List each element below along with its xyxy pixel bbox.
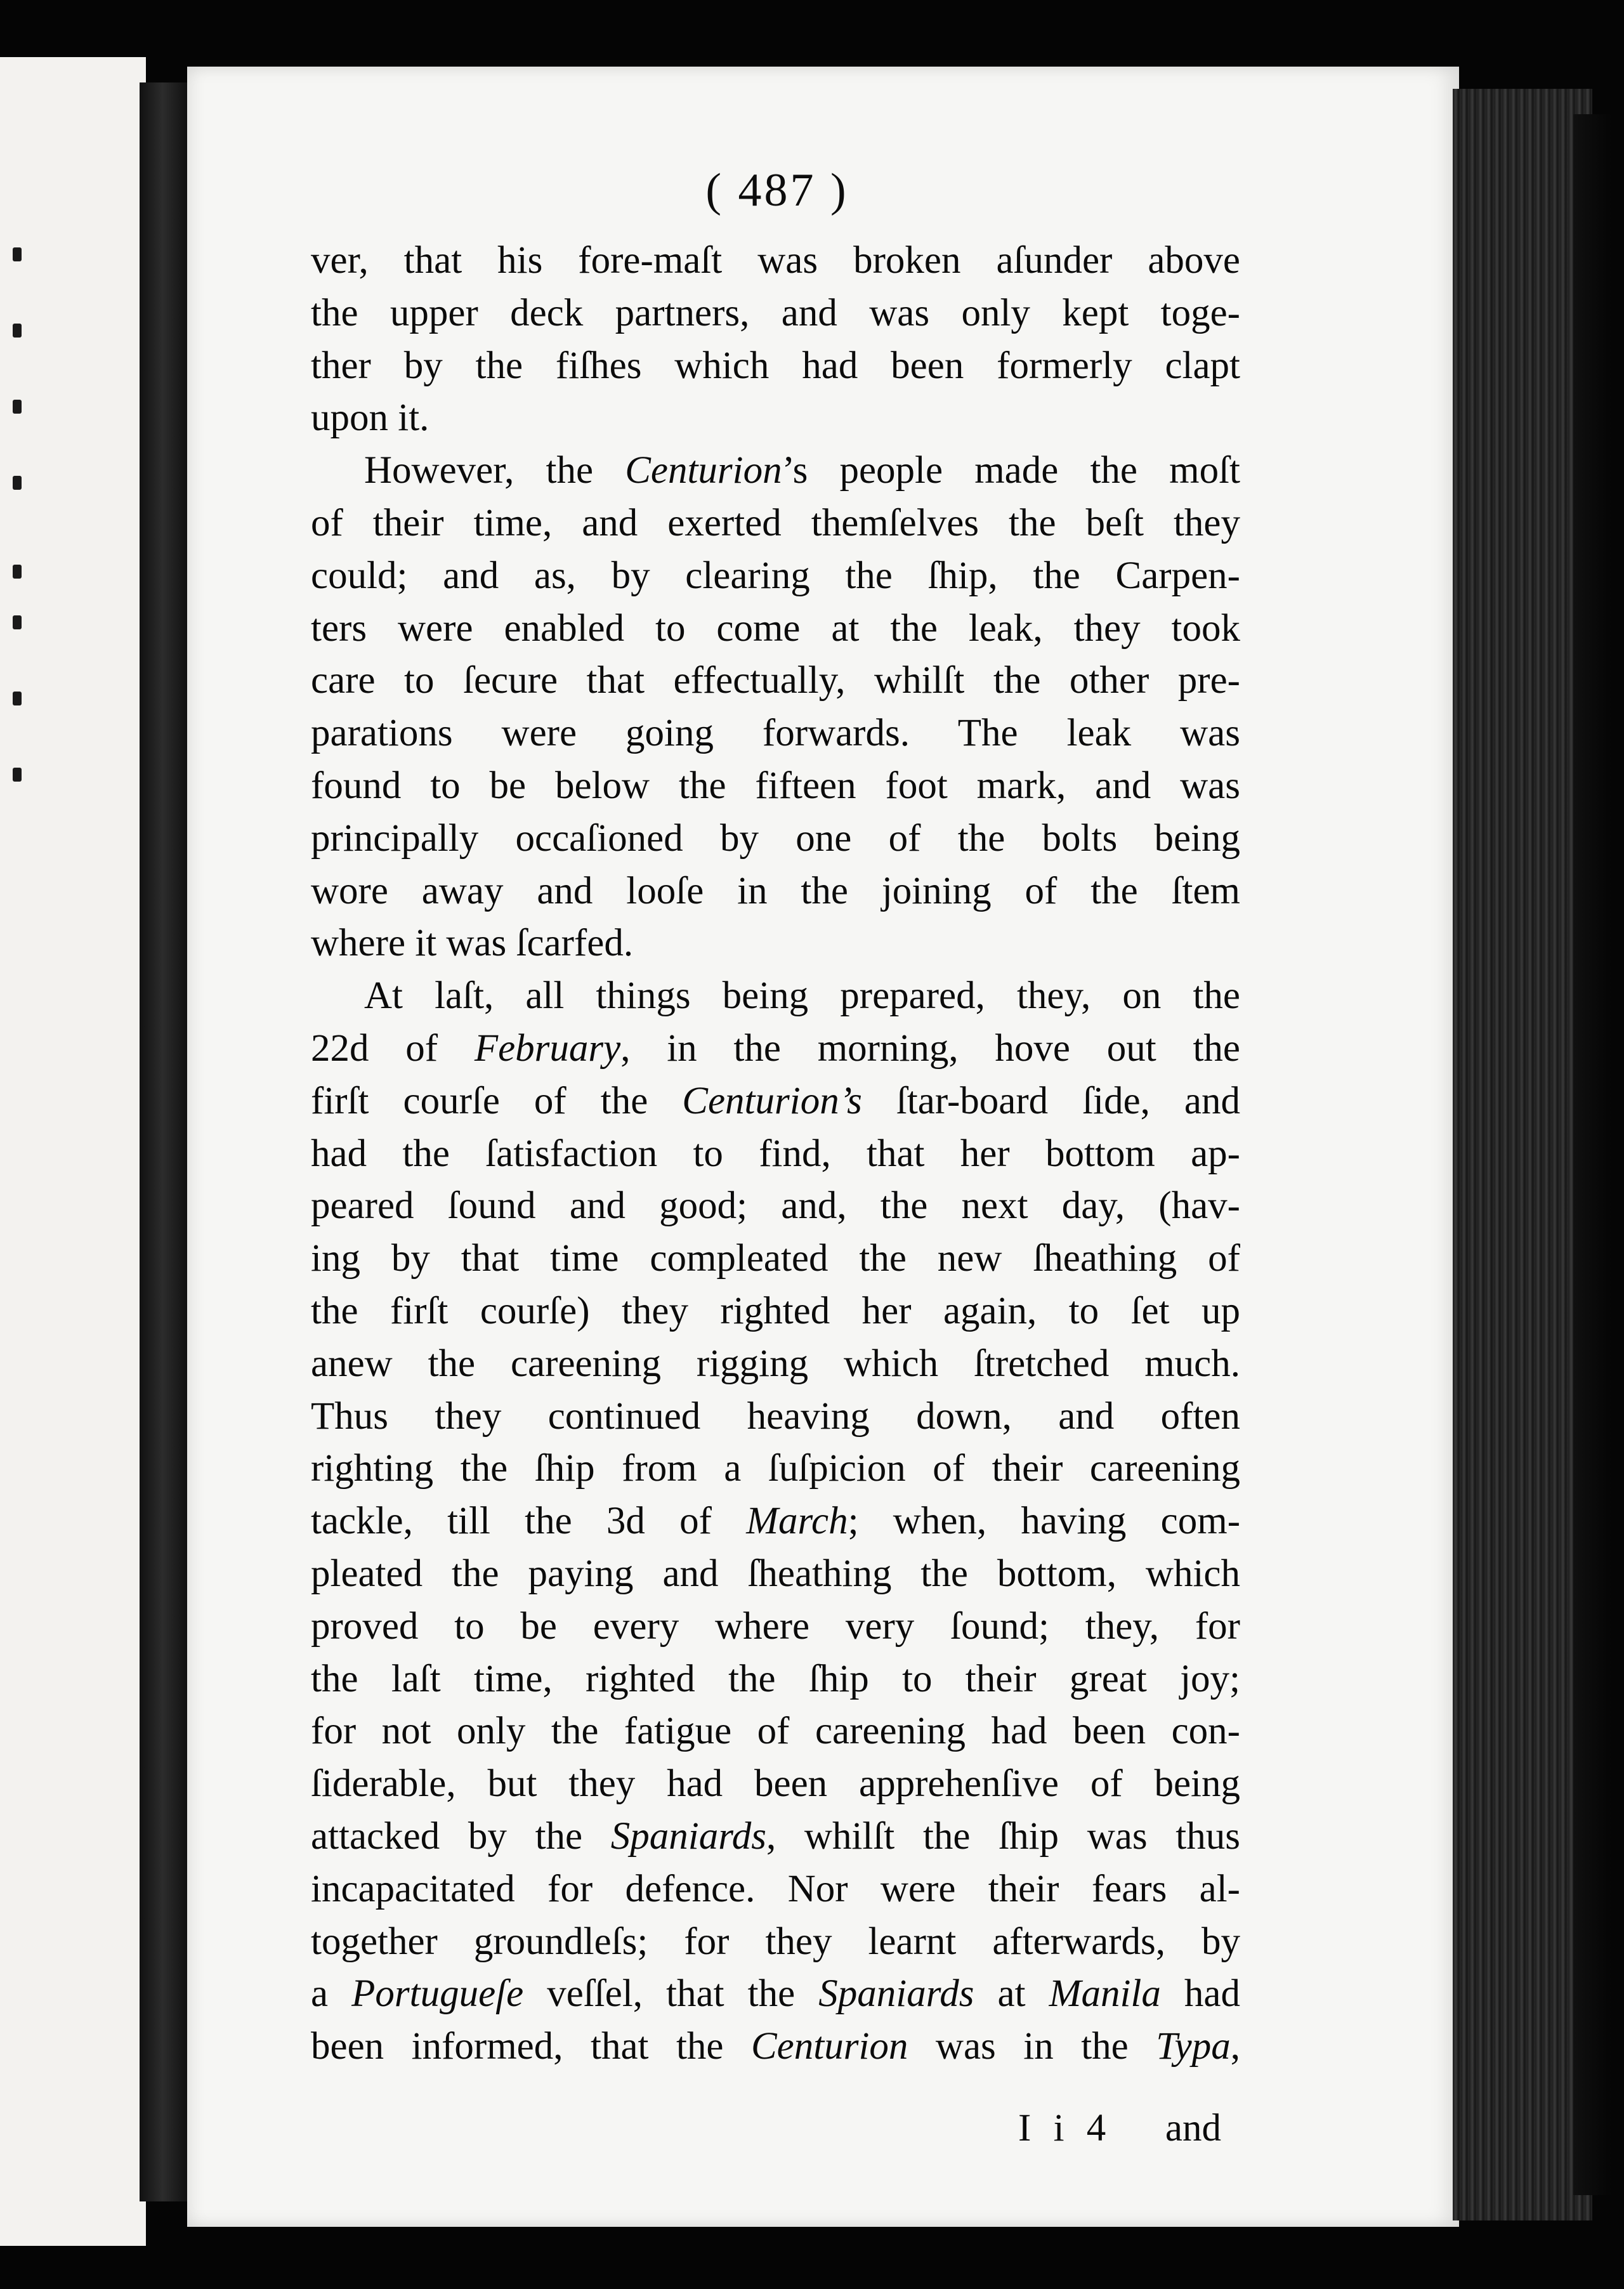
- text-line: [311, 917, 1240, 970]
- text-line: [311, 1968, 1240, 2021]
- text-line: [311, 1653, 1240, 1706]
- text-line: [311, 1180, 1240, 1233]
- text-segment: upon it.: [311, 397, 429, 440]
- text-segment: , in the morning, hove out the: [620, 1026, 1240, 1070]
- text-segment: ing by that time compleated the new ſheathing of: [311, 1237, 1240, 1280]
- text-segment: incapacitated for defence. Nor were their fears al-: [311, 1867, 1240, 1910]
- text-line: [311, 1863, 1240, 1916]
- text-segment: However, the: [364, 449, 625, 492]
- text-segment: been informed, that the: [311, 2025, 751, 2068]
- text-line: [311, 603, 1240, 655]
- text-line: [311, 1285, 1240, 1338]
- text-segment: pleated the paying and ſheathing the bottom, which: [311, 1552, 1240, 1595]
- text-line: [311, 445, 1240, 497]
- text-line: [311, 392, 1240, 445]
- italic-text: March: [746, 1500, 848, 1543]
- text-line: [311, 1811, 1240, 1863]
- text-line: [311, 1391, 1240, 1443]
- facing-page: [0, 57, 146, 2246]
- italic-text: Centurion: [751, 2025, 908, 2068]
- text-segment: peared ſound and good; and, the next day, (hav-: [311, 1184, 1240, 1228]
- facing-page-text-fragment: [13, 692, 22, 705]
- text-line: [311, 1338, 1240, 1391]
- italic-text: Spaniards: [818, 1972, 974, 2016]
- italic-text: Manila: [1049, 1972, 1161, 2016]
- text-segment: veſſel, that the: [523, 1972, 819, 2016]
- facing-page-text-fragment: [13, 400, 22, 414]
- text-segment: found to be below the fifteen foot mark, and was: [311, 764, 1240, 807]
- text-line: [311, 1075, 1240, 1128]
- text-segment: principally occaſioned by one of the bolts being: [311, 817, 1240, 860]
- text-segment: had the ſatisfaction to find, that her bottom ap-: [311, 1132, 1240, 1175]
- text-line: [311, 655, 1240, 707]
- text-line: [311, 1128, 1240, 1181]
- text-line: [311, 287, 1240, 340]
- text-line: [311, 865, 1240, 918]
- text-segment: righting the ſhip from a ſuſpicion of their careening: [311, 1447, 1240, 1490]
- text-line: [311, 1023, 1240, 1075]
- text-line: [311, 760, 1240, 813]
- text-segment: tackle, till the 3d of: [311, 1500, 747, 1543]
- text-line: [311, 235, 1240, 287]
- text-segment: for not only the fatigue of careening had been con-: [311, 1710, 1240, 1753]
- italic-text: Portugueſe: [351, 1972, 524, 2016]
- text-segment: wore away and looſe in the joining of the ſtem: [311, 869, 1240, 912]
- text-line: [311, 1495, 1240, 1548]
- catchword: and: [1165, 2107, 1221, 2149]
- text-segment: the laſt time, righted the ſhip to their great joy;: [311, 1657, 1240, 1700]
- text-segment: the upper deck partners, and was only kept toge-: [311, 291, 1240, 334]
- text-line: [311, 1758, 1240, 1811]
- text-segment: ver, that his fore-maſt was broken aſunder above: [311, 239, 1240, 282]
- facing-page-text-fragment: [13, 324, 22, 338]
- text-segment: had: [1160, 1972, 1240, 2016]
- text-segment: , whilſt the ſhip was thus: [766, 1814, 1240, 1858]
- text-segment: proved to be every where very ſound; they, for: [311, 1604, 1240, 1648]
- text-segment: 22d of: [311, 1026, 475, 1070]
- italic-text: February: [474, 1026, 621, 1070]
- text-segment: where it was ſcarfed.: [311, 922, 634, 965]
- text-line: [311, 1705, 1240, 1758]
- italic-text: Typa: [1156, 2025, 1231, 2068]
- text-segment: could; and as, by clearing the ſhip, the Carpen-: [311, 554, 1240, 597]
- text-line: [311, 970, 1240, 1023]
- body-text: [311, 235, 1240, 2073]
- text-segment: At laſt, all things being prepared, they, on the: [364, 974, 1240, 1018]
- facing-page-text-fragment: [13, 565, 22, 579]
- text-segment: of their time, and exerted themſelves the beſt they: [311, 501, 1240, 544]
- italic-text: Centurion’s: [682, 1079, 862, 1122]
- text-line: [311, 707, 1240, 760]
- facing-page-text-fragment: [13, 768, 22, 782]
- text-line: [311, 1548, 1240, 1601]
- text-segment: attacked by the: [311, 1814, 611, 1858]
- text-line: [311, 1601, 1240, 1653]
- text-segment: ſiderable, but they had been apprehenſive of being: [311, 1762, 1240, 1806]
- text-segment: at: [974, 1972, 1049, 2016]
- text-segment: anew the careening rigging which ſtretched much.: [311, 1342, 1240, 1385]
- text-line: [311, 497, 1240, 550]
- text-segment: the firſt courſe) they righted her again, to ſet up: [311, 1289, 1240, 1332]
- text-segment: ,: [1230, 2025, 1240, 2068]
- signature-mark: I i 4: [1018, 2107, 1113, 2149]
- book-gutter: [140, 82, 190, 2201]
- text-segment: ; when, having com-: [848, 1500, 1241, 1543]
- italic-text: Spaniards: [610, 1814, 766, 1858]
- text-segment: firſt courſe of the: [311, 1079, 683, 1122]
- facing-page-text-fragment: [13, 247, 22, 261]
- text-segment: was in the: [908, 2025, 1156, 2068]
- text-segment: ’s people made the moſt: [782, 449, 1240, 492]
- text-line: [311, 340, 1240, 393]
- page-edge-shadow: [1573, 114, 1611, 2195]
- text-line: [311, 1233, 1240, 1285]
- text-line: [311, 2021, 1240, 2073]
- page-footer: [311, 2106, 1240, 2157]
- text-line: [311, 813, 1240, 865]
- page-number: ( 487 ): [705, 164, 849, 216]
- facing-page-text-fragment: [13, 476, 22, 490]
- text-line: [311, 550, 1240, 603]
- page-edges: [1453, 89, 1592, 2220]
- text-line: [311, 1443, 1240, 1495]
- text-segment: ters were enabled to come at the leak, they took: [311, 607, 1240, 650]
- text-segment: a: [311, 1972, 352, 2016]
- text-segment: together groundleſs; for they learnt afterwards, by: [311, 1920, 1240, 1963]
- text-segment: ther by the fiſhes which had been formerly clapt: [311, 344, 1240, 387]
- text-segment: care to ſecure that effectually, whilſt the other pre-: [311, 659, 1240, 702]
- text-line: [311, 1916, 1240, 1969]
- text-segment: ſtar-board ſide, and: [861, 1079, 1241, 1122]
- facing-page-text-fragment: [13, 615, 22, 629]
- italic-text: Centurion: [625, 449, 782, 492]
- text-segment: parations were going forwards. The leak was: [311, 712, 1240, 755]
- text-segment: Thus they continued heaving down, and often: [311, 1394, 1240, 1438]
